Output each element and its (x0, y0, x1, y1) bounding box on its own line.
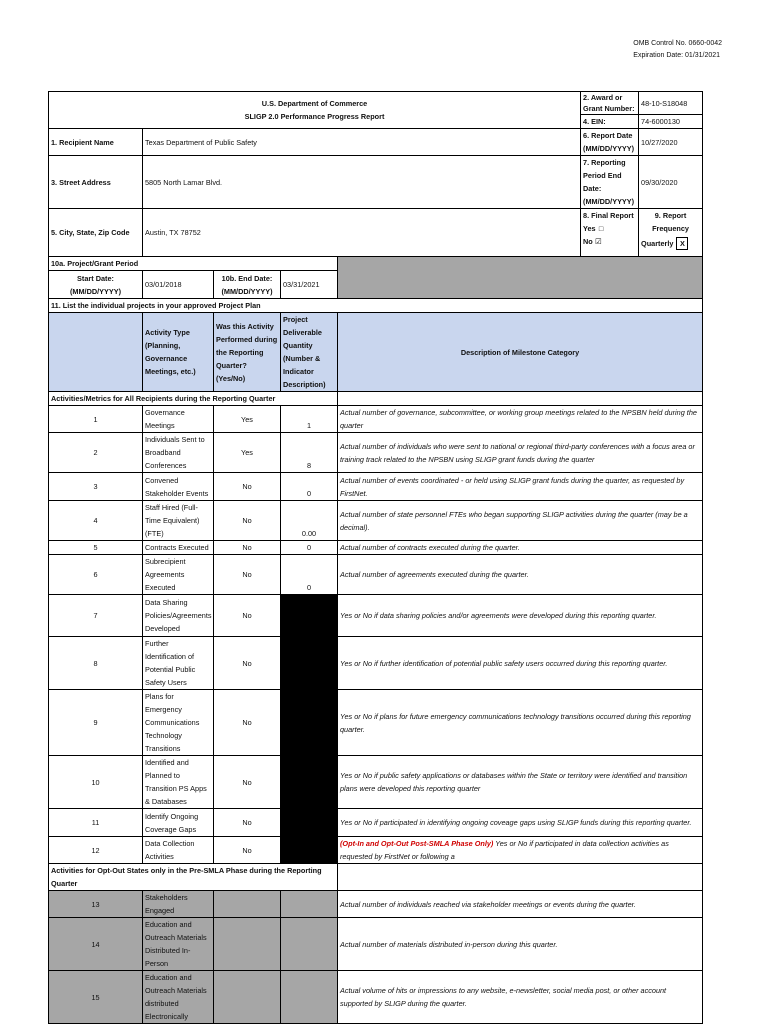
final-yes-label: Yes (583, 224, 596, 233)
row-number: 15 (49, 971, 143, 1024)
description-cell (338, 837, 703, 864)
performed-cell[interactable]: No (214, 501, 281, 541)
table-row (49, 501, 703, 541)
description-text: Yes or No if further identification of potential public safety users occurred during this reporting quarter. (340, 658, 668, 668)
table-row (49, 918, 703, 971)
description-cell (338, 690, 703, 756)
report-table (48, 91, 703, 1024)
deliverable-qty-cell[interactable]: 0 (281, 473, 338, 501)
col-deliverable: Project Deliverable Quantity (Number & Indicator Description) (281, 313, 338, 392)
activity-type-cell: Subrecipient Agreements Executed (143, 555, 214, 595)
deliverable-qty-cell[interactable] (281, 971, 338, 1024)
description-text: Yes or No if data sharing policies and/or agreements were developed during this reporting quarter. (340, 611, 657, 620)
street-address-value[interactable]: 5805 North Lamar Blvd. (143, 156, 581, 209)
description-text: Yes or No if participated in identifying ongoing coveage gaps using SLIGP funds during this reporting quarter. (340, 818, 692, 827)
table-row (49, 473, 703, 501)
recipient-name-label: 1. Recipient Name (49, 129, 143, 156)
end-date-label: 10b. End Date: (MM/DD/YYYY) (214, 271, 281, 299)
description-text: Actual number of agreements executed during the quarter. (340, 570, 529, 579)
deliverable-qty-cell[interactable] (281, 891, 338, 918)
row-number: 10 (49, 756, 143, 809)
final-report-no[interactable] (583, 235, 636, 248)
row-number: 13 (49, 891, 143, 918)
projects-label: 11. List the individual projects in your approved Project Plan (49, 299, 703, 313)
description-cell (338, 555, 703, 595)
report-frequency-label: 9. Report Frequency (652, 211, 689, 233)
description-cell (338, 595, 703, 637)
deliverable-qty-cell (281, 837, 338, 864)
row-number: 7 (49, 595, 143, 637)
deliverable-qty-cell (281, 809, 338, 837)
description-cell (338, 756, 703, 809)
start-date-value[interactable]: 03/01/2018 (143, 271, 214, 299)
col-activity-type: Activity Type (Planning, Governance Meetings, etc.) (143, 313, 214, 392)
performed-cell[interactable]: No (214, 837, 281, 864)
deliverable-qty-cell[interactable]: 0 (281, 555, 338, 595)
deliverable-qty-cell (281, 756, 338, 809)
deliverable-qty-cell (281, 637, 338, 690)
performed-cell[interactable]: No (214, 756, 281, 809)
section-all-recipients: Activities/Metrics for All Recipients during the Reporting Quarter (49, 392, 338, 406)
description-cell: Actual number of individuals reached via stakeholder meetings or events during the quarter. (338, 891, 703, 918)
project-period-label: 10a. Project/Grant Period (49, 257, 338, 271)
activity-type-cell: Stakeholders Engaged (143, 891, 214, 918)
performed-cell[interactable]: No (214, 541, 281, 555)
award-number-label: 2. Award or Grant Number: (581, 92, 639, 115)
section-opt-out: Activities for Opt-Out States only in the Pre-SMLA Phase during the Reporting Quarter (49, 864, 338, 891)
description-cell (338, 809, 703, 837)
city-state-zip-label: 5. City, State, Zip Code (49, 209, 143, 257)
recipient-name-value[interactable]: Texas Department of Public Safety (143, 129, 581, 156)
activity-rows (49, 406, 703, 864)
description-cell (338, 541, 703, 555)
reporting-end-value[interactable]: 09/30/2020 (639, 156, 703, 209)
activity-type-cell: Convened Stakeholder Events (143, 473, 214, 501)
frequency-check-box[interactable]: X (676, 237, 688, 250)
deliverable-qty-cell[interactable]: 0.00 (281, 501, 338, 541)
omb-control-number: OMB Control No. 0660-0042 (633, 40, 722, 47)
row-number: 6 (49, 555, 143, 595)
description-cell (338, 473, 703, 501)
table-row (49, 433, 703, 473)
performed-cell[interactable]: No (214, 690, 281, 756)
ein-value[interactable]: 74-6000130 (639, 115, 703, 129)
description-cell: Actual volume of hits or impressions to any website, e-newsletter, social media post, or other account supported by SLIGP during the quarter. (338, 971, 703, 1024)
report-header (49, 92, 581, 129)
description-cell (338, 637, 703, 690)
report-title: SLIGP 2.0 Performance Progress Report (244, 112, 385, 121)
omb-info (633, 38, 722, 62)
performance-report-form (48, 91, 702, 1024)
row-number: 1 (49, 406, 143, 433)
table-row (49, 555, 703, 595)
report-date-value[interactable]: 10/27/2020 (639, 129, 703, 156)
performed-cell[interactable]: Yes (214, 406, 281, 433)
award-number-value[interactable]: 48-10-S18048 (639, 92, 703, 115)
performed-cell[interactable] (214, 891, 281, 918)
final-report-yes[interactable] (583, 222, 636, 235)
description-cell (338, 501, 703, 541)
activity-type-cell: Education and Outreach Materials distributed Electronically (143, 971, 214, 1024)
performed-cell[interactable]: No (214, 809, 281, 837)
row-number: 11 (49, 809, 143, 837)
row-number: 3 (49, 473, 143, 501)
row-number: 14 (49, 918, 143, 971)
section-blank (338, 392, 703, 406)
ein-label: 4. EIN: (581, 115, 639, 129)
final-yes-checkbox[interactable]: □ (598, 224, 604, 233)
table-row (49, 690, 703, 756)
performed-cell[interactable] (214, 971, 281, 1024)
table-row (49, 406, 703, 433)
activity-type-cell: Contracts Executed (143, 541, 214, 555)
col-description: Description of Milestone Category (338, 313, 703, 392)
table-row (49, 541, 703, 555)
activity-type-cell: Governance Meetings (143, 406, 214, 433)
activity-type-cell: Data Collection Activities (143, 837, 214, 864)
final-no-checkbox[interactable]: ☑ (595, 237, 602, 246)
omb-expiration-date: Expiration Date: 01/31/2021 (633, 52, 721, 59)
activity-type-cell: Staff Hired (Full-Time Equivalent)(FTE) (143, 501, 214, 541)
table-row (49, 637, 703, 690)
activity-type-cell: Plans for Emergency Communications Technology Transitions (143, 690, 214, 756)
activity-type-cell: Identify Ongoing Coverage Gaps (143, 809, 214, 837)
description-cell (338, 433, 703, 473)
performed-cell[interactable]: No (214, 555, 281, 595)
row-number: 5 (49, 541, 143, 555)
deliverable-qty-cell (281, 595, 338, 637)
description-text: Yes or No if public safety applications or databases within the State or territory were identified and transition plans were developed this reporting quarter (340, 771, 688, 793)
optout-rows (49, 891, 703, 1024)
activity-type-cell: Education and Outreach Materials Distributed In-Person (143, 918, 214, 971)
performed-cell[interactable]: No (214, 473, 281, 501)
agency-name: U.S. Department of Commerce (261, 99, 368, 108)
final-report-cell (581, 209, 639, 257)
row-number: 12 (49, 837, 143, 864)
description-text: Actual number of governance, subcommittee, or working group meetings related to the NPSBN held during the quarter (340, 408, 697, 430)
deliverable-qty-cell[interactable]: 0 (281, 541, 338, 555)
grey-filler (338, 257, 703, 299)
header-number-cell (49, 313, 143, 392)
activity-type-cell: Further Identification of Potential Public Safety Users (143, 637, 214, 690)
description-text: Yes or No if plans for future emergency communications technology transitions occurred during this reporting quarter. (340, 711, 691, 734)
row-number: 8 (49, 637, 143, 690)
description-text: Yes or No if participated in data collection activities as requested by FirstNet or following a (340, 839, 669, 861)
deliverable-qty-cell[interactable]: 8 (281, 433, 338, 473)
description-text: Actual number of events coordinated - or held using SLIGP grant funds during the quarter, as requested by FirstNet. (340, 475, 685, 498)
table-row (49, 809, 703, 837)
deliverable-qty-cell[interactable] (281, 918, 338, 971)
table-row (49, 971, 703, 1024)
deliverable-qty-cell[interactable]: 1 (281, 406, 338, 433)
end-date-value[interactable]: 03/31/2021 (281, 271, 338, 299)
city-state-zip-value[interactable]: Austin, TX 78752 (143, 209, 581, 257)
table-row (49, 595, 703, 637)
description-text: Actual number of contracts executed during the quarter. (340, 543, 520, 552)
performed-cell[interactable]: Yes (214, 433, 281, 473)
reporting-end-label: 7. Reporting Period End Date: (MM/DD/YYYY) (581, 156, 639, 209)
performed-cell[interactable]: No (214, 595, 281, 637)
performed-cell[interactable]: No (214, 637, 281, 690)
activity-type-cell: Individuals Sent to Broadband Conferences (143, 433, 214, 473)
row-number: 9 (49, 690, 143, 756)
start-date-label: Start Date: (MM/DD/YYYY) (49, 271, 143, 299)
table-row (49, 756, 703, 809)
activity-type-cell: Identified and Planned to Transition PS Apps & Databases (143, 756, 214, 809)
row-number: 2 (49, 433, 143, 473)
opt-in-note: (Opt-In and Opt-Out Post-SMLA Phase Only) (340, 839, 494, 848)
performed-cell[interactable] (214, 918, 281, 971)
table-row (49, 837, 703, 864)
report-frequency-value: Quarterly (641, 239, 674, 248)
section-blank (338, 864, 703, 891)
description-cell: Actual number of materials distributed in-person during this quarter. (338, 918, 703, 971)
report-frequency-cell (639, 209, 703, 257)
deliverable-qty-cell (281, 690, 338, 756)
final-no-label: No (583, 237, 593, 246)
table-row (49, 891, 703, 918)
description-text: Actual number of individuals who were sent to national or regional third-party conferences with a focus area or training track related to the NPSBN using SLIGP grant funds during the quarter (340, 441, 695, 464)
activity-type-cell: Data Sharing Policies/Agreements Developed (143, 595, 214, 637)
description-cell (338, 406, 703, 433)
final-report-label: 8. Final Report (583, 211, 634, 220)
report-date-label: 6. Report Date (MM/DD/YYYY) (581, 129, 639, 156)
row-number: 4 (49, 501, 143, 541)
col-performed: Was this Activity Performed during the Reporting Quarter? (Yes/No) (214, 313, 281, 392)
street-address-label: 3. Street Address (49, 156, 143, 209)
description-text: Actual number of state personnel FTEs who began supporting SLIGP activities during the quarter (may be a decimal). (340, 509, 688, 532)
